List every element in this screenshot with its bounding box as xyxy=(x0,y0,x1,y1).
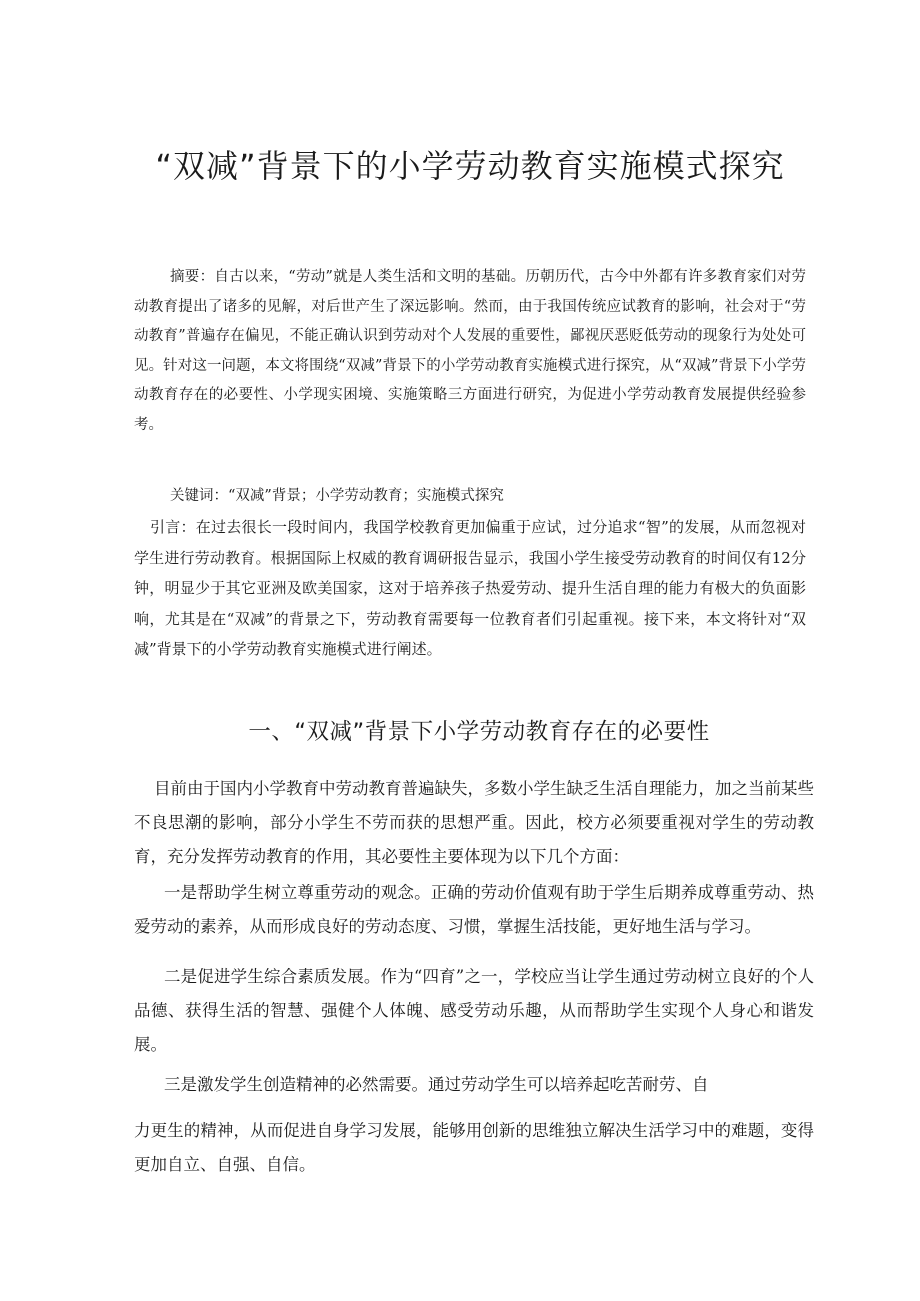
section-1-paragraph-3: 二是促进学生综合素质发展。作为“四育”之一，学校应当让学生通过劳动树立良好的个人品德、获得生活的智慧、强健个人体魄、感受劳动乐趣，从而帮助学生实现个人身心和谐发展。 xyxy=(134,967,814,1054)
abstract-paragraph: 摘要：自古以来，“劳动”就是人类生活和文明的基础。历朝历代，古今中外都有许多教育家们对劳动教育提出了诸多的见解，对后世产生了深远影响。然而，由于我国传统应试教育的影响，社会对于“劳动教育”普遍存在偏见，不能正确认识到劳动对个人发展的重要性，鄙视厌恶贬低劳动的现象行为处处可见。针对这一问题，本文将围绕“双减”背景下的小学劳动教育实施模式进行探究，从“双减”背景下小学劳动教育存在的必要性、小学现实困境、实施策略三方面进行研究，为促进小学劳动教育发展提供经验参考。 xyxy=(134,269,806,433)
section-1-paragraph-2: 一是帮助学生树立尊重劳动的观念。正确的劳动价值观有助于学生后期养成尊重劳动、热爱劳动的素养，从而形成良好的劳动态度、习惯，掌握生活技能，更好地生活与学习。 xyxy=(134,883,814,936)
section-1-paragraph-4-part-b: 力更生的精神，从而促进自身学习发展，能够用创新的思维独立解决生活学习中的难题，变得更加自立、自强、自信。 xyxy=(134,1121,814,1174)
section-1-heading: 一、“双减”背景下小学劳动教育存在的必要性 xyxy=(248,719,710,745)
section-1-paragraph-4-part-a: 三是激发学生创造精神的必然需要。通过劳动学生可以培养起吃苦耐劳、自 xyxy=(164,1075,709,1094)
document-title: “双减”背景下的小学劳动教育实施模式探究 xyxy=(155,147,785,185)
keywords-line: 关键词：“双减”背景；小学劳动教育；实施模式探究 xyxy=(170,488,504,504)
section-1-paragraph-1: 目前由于国内小学教育中劳动教育普遍缺失，多数小学生缺乏生活自理能力，加之当前某些不良思潮的影响，部分小学生不劳而获的思想严重。因此，校方必须要重视对学生的劳动教育，充分发挥劳动教育的作用，其必要性主要体现为以下几个方面： xyxy=(134,779,814,866)
intro-paragraph: 引言：在过去很长一段时间内，我国学校教育更加偏重于应试，过分追求“智”的发展，从而忽视对学生进行劳动教育。根据国际上权威的教育调研报告显示，我国小学生接受劳动教育的时间仅有12分钟，明显少于其它亚洲及欧美国家，这对于培养孩子热爱劳动、提升生活自理的能力有极大的负面影响，尤其是在“双减”的背景之下，劳动教育需要每一位教育者们引起重视。接下来，本文将针对“双减”背景下的小学劳动教育实施模式进行阐述。 xyxy=(134,518,806,658)
